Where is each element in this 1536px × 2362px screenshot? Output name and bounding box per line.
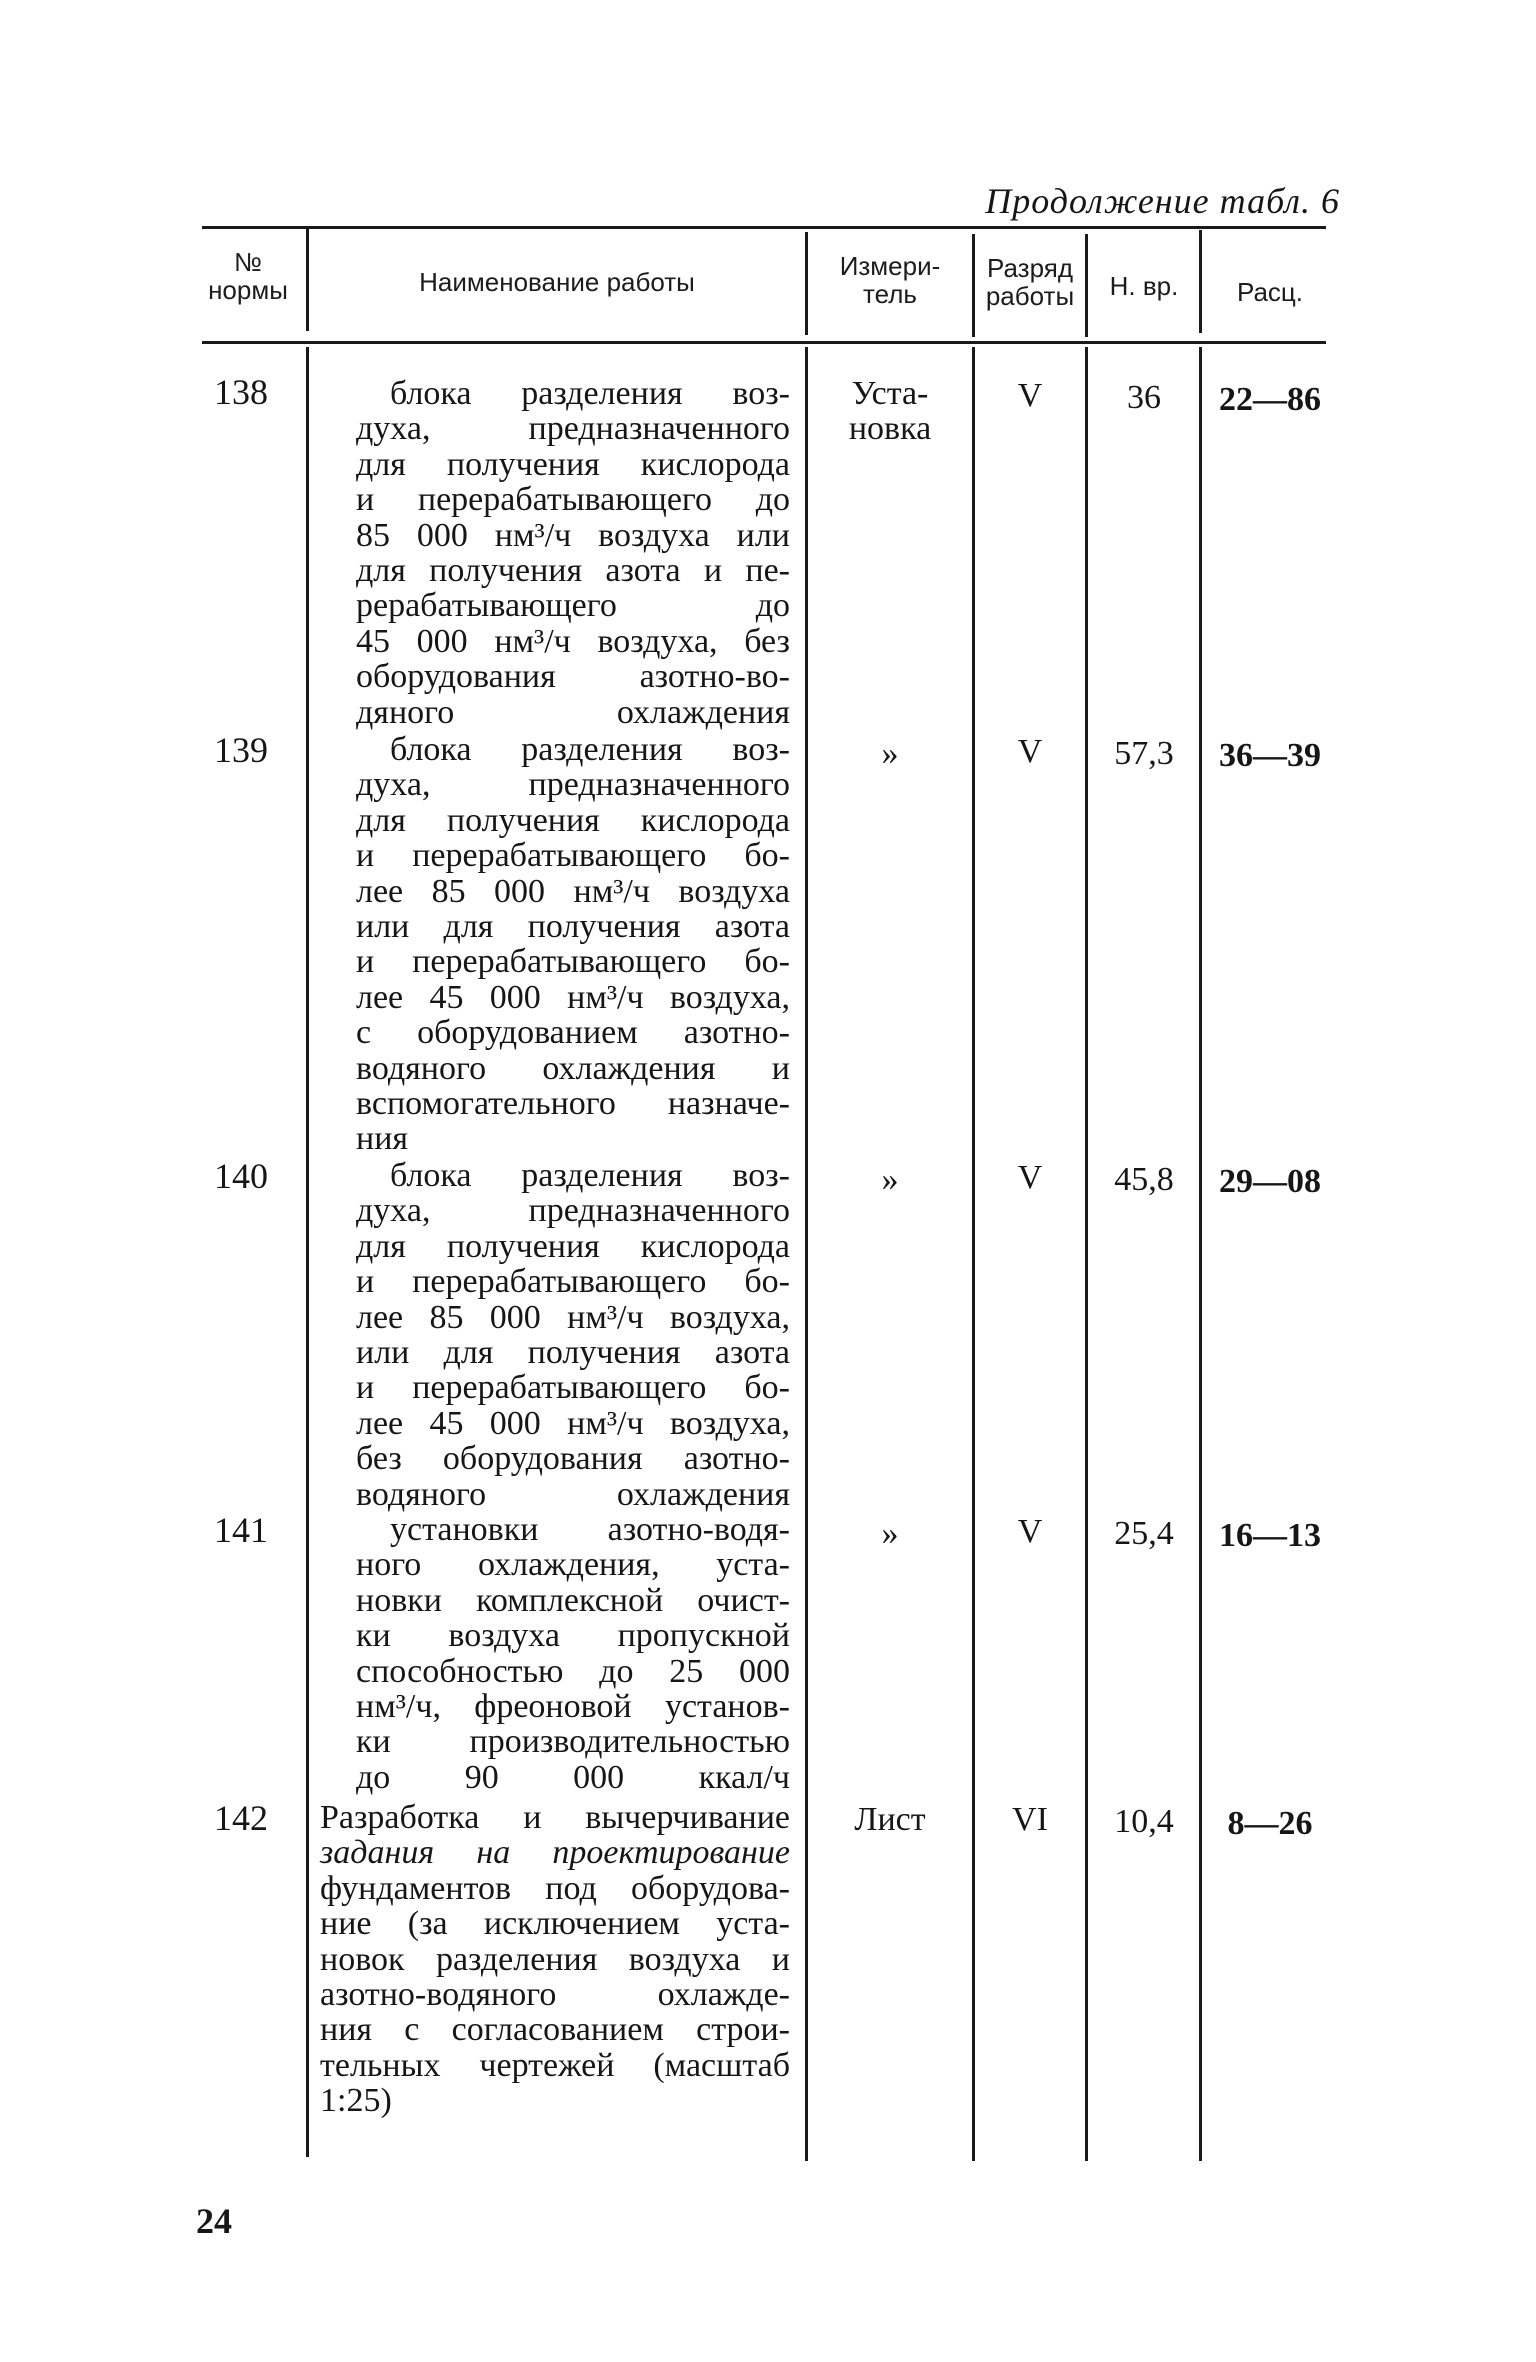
row-141-number: 141	[214, 1510, 268, 1550]
header-bottom-rule	[202, 341, 1326, 344]
row-139-rate: 36—39	[1219, 737, 1321, 774]
row-142-time: 10,4	[1114, 1803, 1174, 1840]
table-continuation-caption: Продолжение табл. 6	[985, 181, 1340, 221]
header-unit: Измери- тель	[839, 251, 941, 309]
column-divider	[972, 347, 975, 2161]
column-divider	[805, 347, 808, 2161]
row-138-unit: Уста- новка	[848, 375, 932, 447]
header-divider	[1199, 230, 1202, 333]
header-divider	[1085, 234, 1088, 337]
row-140-grade: V	[1017, 1159, 1043, 1196]
row-141-unit: »	[881, 1515, 899, 1552]
page-number: 24	[196, 2201, 232, 2241]
row-142-unit: Лист	[854, 1801, 926, 1838]
header-rate: Расц.	[1236, 277, 1304, 307]
row-142-rate: 8—26	[1227, 1805, 1313, 1842]
row-139-number: 139	[214, 730, 268, 770]
row-140-unit: »	[881, 1161, 899, 1198]
row-140-description: блока разделения воз- духа, предназначенного для получения кислорода и перерабатывающего бо- лее 85 000 нм³/ч воздуха, или для получения азота и перерабатывающего бо- лее 45 000 нм³/ч воздуха, без оборудования азотно- водяного охлаждения	[356, 1157, 790, 1513]
header-time: Н. вр.	[1109, 271, 1179, 301]
row-142-number: 142	[214, 1798, 268, 1838]
row-139-description: блока разделения воз- духа, предназначенного для получения кислорода и перерабатывающего бо- лее 85 000 нм³/ч воздуха или для получения азота и перерабатывающего бо- лее 45 000 нм³/ч воздуха, с оборудованием азотно- водяного охлаждения и вспомогательного назначе- ния	[356, 731, 790, 1158]
row-139-time: 57,3	[1114, 735, 1174, 772]
header-divider	[972, 234, 975, 337]
row-140-number: 140	[214, 1156, 268, 1196]
row-138-number: 138	[214, 372, 268, 412]
row-138-time: 36	[1127, 379, 1161, 416]
row-138-description: блока разделения воз- духа, предназначенного для получения кислорода и перерабатывающего до 85 000 нм³/ч воздуха или для получения азота и пе- рерабатывающего до 45 000 нм³/ч воздуха, без оборудования азотно-во- дяного охлаждения	[356, 375, 790, 731]
row-139-grade: V	[1017, 733, 1043, 770]
row-141-rate: 16—13	[1219, 1517, 1321, 1554]
row-142-grade: VI	[1012, 1801, 1048, 1838]
header-divider	[306, 228, 309, 331]
row-142-description: Разработка и вычерчивание задания на проектирование фундаментов под оборудова- ние (за исключением уста- новок разделения воздуха и азотно-водяного охлажде- ния с согласованием строи- тельных чертежей (масштаб 1:25)	[320, 1799, 790, 2120]
header-norm-number: № нормы	[208, 247, 288, 305]
column-divider	[306, 347, 309, 2157]
row-141-time: 25,4	[1114, 1515, 1174, 1552]
column-divider	[1085, 347, 1088, 2161]
table-top-rule	[202, 226, 1326, 229]
header-grade: Разряд работы	[985, 253, 1075, 311]
row-141-description: установки азотно-водя- ного охлаждения, уста- новки комплексной очист- ки воздуха пропускной способностью до 25 000 нм³/ч, фреоновой установ- ки производительностью до 90 000 ккал/ч	[356, 1511, 790, 1796]
row-141-grade: V	[1017, 1513, 1043, 1550]
row-138-grade: V	[1017, 377, 1043, 414]
column-divider	[1199, 347, 1202, 2161]
row-140-time: 45,8	[1114, 1161, 1174, 1198]
row-140-rate: 29—08	[1219, 1163, 1321, 1200]
header-work-name: Наименование работы	[419, 267, 695, 297]
header-divider	[805, 232, 808, 335]
row-138-rate: 22—86	[1219, 381, 1321, 418]
row-139-unit: »	[881, 735, 899, 772]
